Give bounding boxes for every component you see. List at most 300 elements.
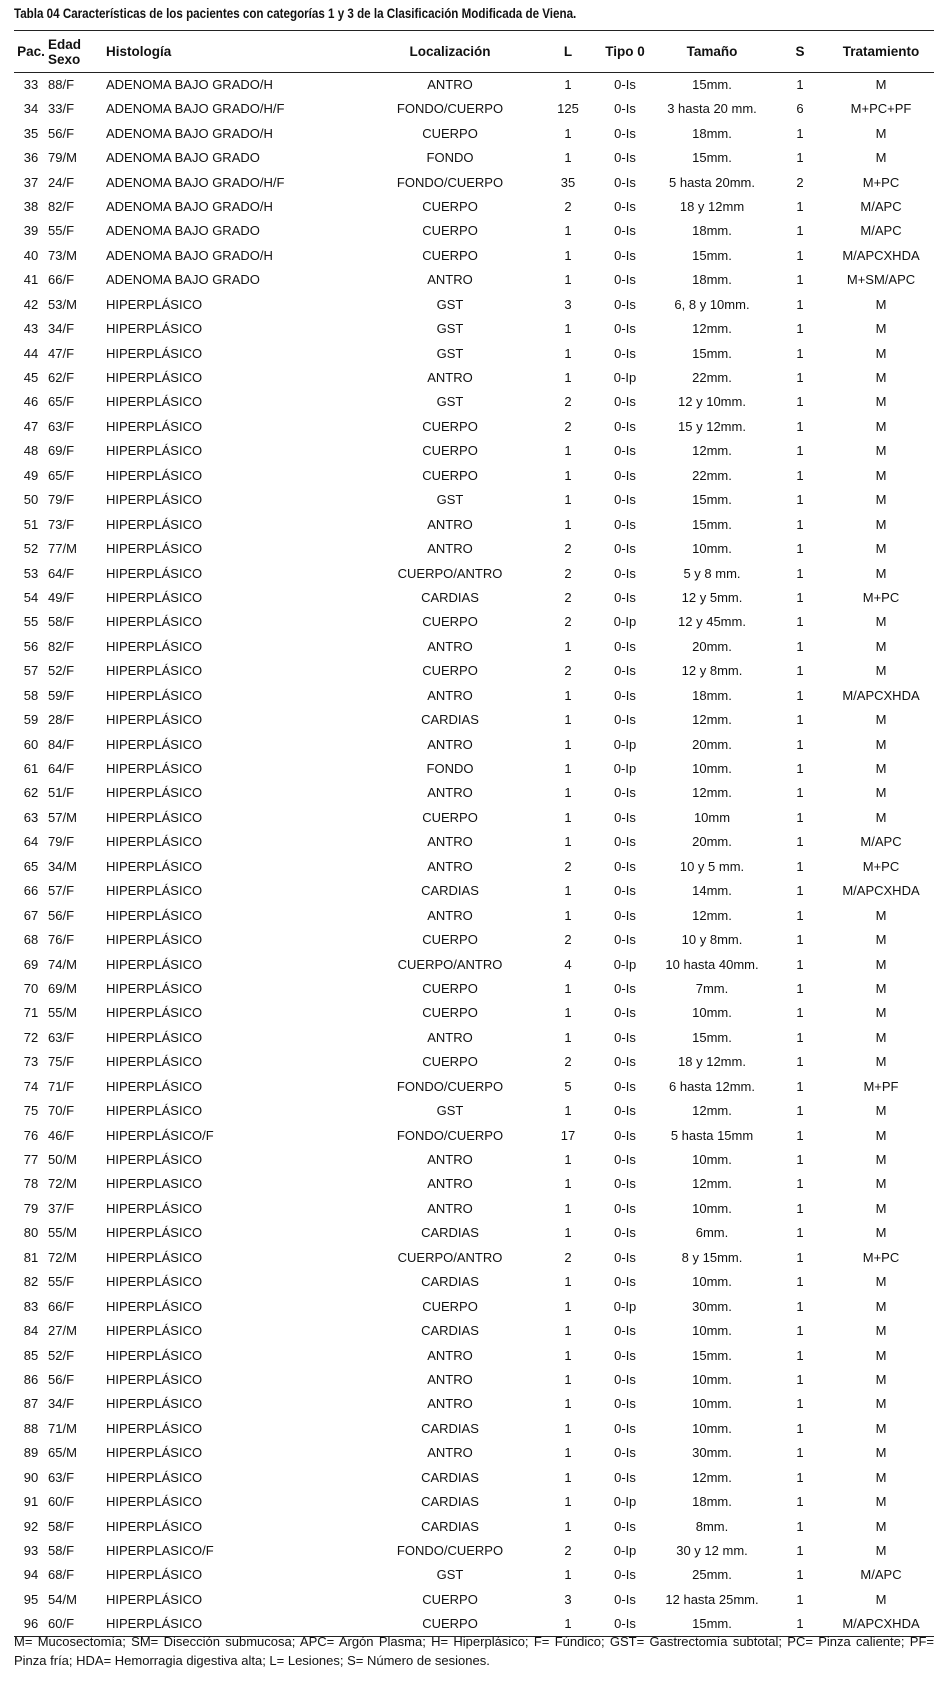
- cell-tamano: 10 y 8mm.: [681, 932, 743, 948]
- cell-tamano: 12 y 45mm.: [678, 614, 746, 630]
- cell-sesiones: 1: [796, 370, 804, 386]
- cell-tipo: 0-Is: [614, 1445, 636, 1461]
- cell-edad-sexo: 51/F: [48, 785, 75, 801]
- table-body: [14, 73, 934, 1637]
- cell-localizacion: ANTRO: [427, 77, 473, 92]
- cell-histologia: HIPERPLÁSICO: [106, 883, 203, 899]
- cell-tipo: 0-Is: [614, 296, 636, 312]
- cell-localizacion: GST: [436, 492, 464, 508]
- cell-sesiones: 1: [772, 1612, 828, 1637]
- cell-tamano: 18 y 12mm: [679, 198, 745, 214]
- cell-tipo: 0-Is: [614, 663, 636, 679]
- cell-pac: 87: [23, 1396, 39, 1412]
- table-footnote: M= Mucosectomía; SM= Disección submucosa; APC= Argón Plasma; H= Hiperplásico; F= Fúndico; GST= Gastrectomía subtotal; PC= Pinza caliente; PF= Pinza fría; HDA= Hemorragia digestiva alta; L= Lesiones; S= Número de sesiones.: [14, 1634, 934, 1668]
- cell-pac: 42: [23, 296, 39, 312]
- table-row: [14, 879, 934, 903]
- cell-pac: 45: [23, 370, 39, 386]
- cell-tipo: 0-Is: [614, 1591, 636, 1607]
- cell-pac: 51: [23, 516, 39, 532]
- cell-lesiones: 1: [564, 1005, 572, 1021]
- cell-sesiones: 1: [796, 1274, 804, 1290]
- cell-localizacion: ANTRO: [427, 785, 473, 801]
- cell-tipo: 0-Is: [614, 883, 636, 899]
- cell-tipo: 0-Is: [614, 125, 636, 141]
- cell-localizacion: ANTRO: [427, 1396, 473, 1412]
- cell-pac: 36: [23, 150, 39, 166]
- cell-localizacion: CUERPO: [362, 1612, 538, 1637]
- table-row: [14, 464, 934, 488]
- cell-edad-sexo: 65/F: [48, 394, 75, 410]
- cell-sesiones: 1: [796, 1543, 804, 1559]
- cell-localizacion: CUERPO: [422, 443, 478, 459]
- cell-pac: 39: [23, 223, 39, 239]
- cell-lesiones: 2: [564, 614, 572, 630]
- header-sexo: Sexo: [48, 51, 81, 67]
- cell-localizacion: CUERPO: [422, 467, 478, 483]
- cell-lesiones: 1: [564, 150, 572, 166]
- cell-edad-sexo: 69/M: [48, 980, 77, 996]
- table-row: [14, 219, 934, 243]
- cell-tipo: 0-Is: [614, 101, 636, 117]
- cell-tamano: 10mm.: [692, 1371, 732, 1387]
- table-row: [14, 1148, 934, 1172]
- cell-sesiones: 1: [796, 834, 804, 850]
- cell-lesiones: 1: [564, 809, 572, 825]
- cell-tipo: 0-Is: [614, 1347, 636, 1363]
- table-row: [14, 1246, 934, 1270]
- cell-edad-sexo: 55/M: [48, 1005, 77, 1021]
- header-edad: Edad: [48, 36, 82, 52]
- cell-sesiones: 1: [796, 1518, 804, 1534]
- cell-tamano: 5 hasta 15mm: [670, 1127, 754, 1143]
- cell-tamano: 15mm.: [692, 77, 732, 92]
- cell-histologia: HIPERPLÁSICO: [102, 1612, 362, 1637]
- table-row: [14, 195, 934, 219]
- cell-tratamiento: M: [875, 150, 887, 166]
- cell-edad-sexo: 34/F: [48, 1396, 75, 1412]
- cell-lesiones: 1: [564, 1298, 572, 1314]
- cell-tipo: 0-Is: [614, 565, 636, 581]
- cell-edad-sexo: 60/F: [48, 1494, 75, 1510]
- cell-tipo: 0-Is: [614, 834, 636, 850]
- cell-tratamiento: M: [875, 1152, 887, 1168]
- table-row: [14, 293, 934, 317]
- cell-tamano: 8 y 15mm.: [681, 1249, 743, 1265]
- cell-sesiones: 1: [796, 394, 804, 410]
- cell-sesiones: 1: [796, 345, 804, 361]
- cell-lesiones: 1: [564, 687, 572, 703]
- cell-localizacion: CUERPO: [422, 1298, 478, 1314]
- cell-sesiones: 1: [796, 712, 804, 728]
- cell-histologia: HIPERPLÁSICO: [106, 1591, 203, 1607]
- cell-tipo: 0-Is: [614, 272, 636, 288]
- cell-pac: 48: [23, 443, 39, 459]
- cell-sesiones: 1: [796, 247, 804, 263]
- cell-histologia: HIPERPLÁSICO: [106, 541, 203, 557]
- cell-pac: 47: [23, 418, 39, 434]
- cell-tamano: 20mm.: [692, 736, 732, 752]
- cell-tipo: 0-Ip: [613, 736, 637, 752]
- cell-pac: 69: [23, 956, 39, 972]
- cell-pac: 74: [23, 1078, 39, 1094]
- cell-histologia: HIPERPLÁSICO: [106, 589, 203, 605]
- cell-pac: 78: [23, 1176, 39, 1192]
- cell-tamano: 6 hasta 12mm.: [669, 1078, 755, 1094]
- cell-sesiones: 1: [796, 565, 804, 581]
- cell-tipo: 0-Is: [614, 1420, 636, 1436]
- table-row: [14, 415, 934, 439]
- cell-sesiones: 1: [796, 1152, 804, 1168]
- cell-histologia: HIPERPLÁSICO: [106, 638, 203, 654]
- table-row: [14, 1368, 934, 1392]
- cell-tamano: 15mm.: [692, 345, 732, 361]
- cell-tamano: 10mm.: [692, 1152, 732, 1168]
- cell-tratamiento: M/APC: [860, 834, 902, 850]
- cell-pac: 76: [23, 1127, 39, 1143]
- cell-tratamiento: M: [875, 809, 887, 825]
- cell-pac: 55: [23, 614, 39, 630]
- cell-sesiones: 1: [796, 809, 804, 825]
- cell-tratamiento: M/APCXHDA: [828, 1612, 934, 1637]
- cell-histologia: ADENOMA BAJO GRADO: [106, 150, 260, 166]
- cell-histologia: HIPERPLÁSICO: [106, 1298, 203, 1314]
- cell-localizacion: CUERPO: [422, 223, 478, 239]
- cell-sesiones: 1: [796, 1225, 804, 1241]
- cell-tipo: 0-Is: [614, 443, 636, 459]
- table-row: [14, 952, 934, 976]
- cell-edad-sexo: 55/M: [48, 1225, 77, 1241]
- cell-lesiones: 1: [564, 785, 572, 801]
- cell-histologia: HIPERPLÁSICO: [106, 1494, 203, 1510]
- cell-tratamiento: M: [875, 1103, 887, 1119]
- cell-edad-sexo: 59/F: [48, 687, 75, 703]
- table-row: [14, 170, 934, 194]
- cell-histologia: ADENOMA BAJO GRADO/H: [106, 247, 273, 263]
- table-row: [14, 1343, 934, 1367]
- cell-localizacion: FONDO/CUERPO: [396, 101, 504, 117]
- cell-histologia: ADENOMA BAJO GRADO/H/F: [106, 174, 285, 190]
- cell-tratamiento: M: [875, 638, 887, 654]
- cell-edad-sexo: 53/M: [48, 296, 77, 312]
- cell-lesiones: 1: [538, 1612, 598, 1637]
- cell-pac: 46: [23, 394, 39, 410]
- cell-lesiones: 1: [564, 1200, 572, 1216]
- cell-tamano: 12mm.: [692, 1103, 732, 1119]
- cell-tipo: 0-Ip: [613, 1543, 637, 1559]
- cell-tratamiento: M+SM/APC: [846, 272, 916, 288]
- cell-edad-sexo: 65/F: [48, 467, 75, 483]
- cell-histologia: HIPERPLÁSICO: [106, 1078, 203, 1094]
- cell-histologia: ADENOMA BAJO GRADO: [106, 272, 260, 288]
- cell-sesiones: 1: [796, 198, 804, 214]
- cell-histologia: HIPERPLÁSICO: [106, 1200, 203, 1216]
- cell-edad-sexo: 28/F: [48, 712, 75, 728]
- cell-edad-sexo: 79/M: [48, 150, 77, 166]
- cell-tratamiento: M: [875, 932, 887, 948]
- cell-pac: 70: [23, 980, 39, 996]
- cell-localizacion: ANTRO: [427, 1176, 473, 1192]
- cell-lesiones: 1: [564, 345, 572, 361]
- cell-histologia: HIPERPLASICO/F: [106, 1543, 214, 1559]
- cell-sesiones: 1: [796, 1445, 804, 1461]
- cell-sesiones: 1: [796, 736, 804, 752]
- cell-histologia: HIPERPLÁSICO: [106, 858, 203, 874]
- cell-lesiones: 1: [564, 443, 572, 459]
- cell-histologia: HIPERPLÁSICO: [106, 394, 203, 410]
- cell-sesiones: 1: [796, 1200, 804, 1216]
- cell-localizacion: CARDIAS: [421, 589, 479, 605]
- cell-sesiones: 1: [796, 1371, 804, 1387]
- cell-edad-sexo: 70/F: [48, 1103, 75, 1119]
- table-row: [14, 73, 934, 98]
- cell-tamano: 6, 8 y 10mm.: [674, 296, 750, 312]
- cell-histologia: HIPERPLÁSICO: [106, 1323, 203, 1339]
- cell-pac: 54: [23, 589, 39, 605]
- cell-lesiones: 1: [564, 467, 572, 483]
- cell-tratamiento: M: [875, 1298, 887, 1314]
- cell-localizacion: CUERPO: [422, 1005, 478, 1021]
- cell-edad-sexo: 79/F: [48, 492, 75, 508]
- table-row: [14, 781, 934, 805]
- cell-histologia: HIPERPLÁSICO: [106, 418, 203, 434]
- cell-localizacion: ANTRO: [427, 736, 473, 752]
- cell-histologia: ADENOMA BAJO GRADO/H/F: [106, 101, 285, 117]
- cell-localizacion: CARDIAS: [421, 1274, 479, 1290]
- cell-sesiones: 1: [796, 907, 804, 923]
- table-row: [14, 1490, 934, 1514]
- cell-tipo: 0-Is: [614, 394, 636, 410]
- table-row: [14, 903, 934, 927]
- cell-edad-sexo: 64/F: [48, 565, 75, 581]
- cell-sesiones: 1: [796, 1396, 804, 1412]
- cell-lesiones: 1: [564, 1567, 572, 1583]
- cell-tamano: 20mm.: [692, 834, 732, 850]
- cell-sesiones: 1: [796, 77, 804, 92]
- cell-lesiones: 1: [564, 761, 572, 777]
- cell-tratamiento: M+PC+PF: [850, 101, 912, 117]
- cell-sesiones: 2: [796, 174, 804, 190]
- table-row: [14, 1417, 934, 1441]
- cell-edad-sexo: 88/F: [48, 77, 75, 92]
- cell-localizacion: CUERPO: [422, 809, 478, 825]
- cell-lesiones: 2: [564, 1249, 572, 1265]
- cell-localizacion: GST: [436, 394, 464, 410]
- cell-histologia: HIPERPLÁSICO: [106, 712, 203, 728]
- cell-localizacion: GST: [436, 321, 464, 337]
- cell-histologia: HIPERPLÁSICO: [106, 492, 203, 508]
- cell-sesiones: 1: [796, 1005, 804, 1021]
- cell-localizacion: ANTRO: [427, 1200, 473, 1216]
- cell-sesiones: 1: [796, 418, 804, 434]
- table-row: [14, 977, 934, 1001]
- cell-tamano: 12mm.: [692, 785, 732, 801]
- cell-tratamiento: M: [875, 418, 887, 434]
- cell-tamano: 12 y 10mm.: [678, 394, 746, 410]
- cell-pac: 68: [23, 932, 39, 948]
- cell-tamano: 12 hasta 25mm.: [665, 1591, 759, 1607]
- cell-sesiones: 1: [796, 467, 804, 483]
- cell-pac: 93: [23, 1543, 39, 1559]
- cell-tamano: 10mm: [693, 809, 731, 825]
- cell-lesiones: 2: [564, 394, 572, 410]
- cell-sesiones: 1: [796, 858, 804, 874]
- cell-lesiones: 5: [564, 1078, 572, 1094]
- header-pac: Pac.: [14, 31, 48, 73]
- cell-edad-sexo: 82/F: [48, 198, 75, 214]
- table-row: [14, 1392, 934, 1416]
- table-row: [14, 732, 934, 756]
- cell-edad-sexo: 54/M: [48, 1591, 77, 1607]
- cell-tipo: 0-Is: [614, 1567, 636, 1583]
- cell-lesiones: 1: [564, 834, 572, 850]
- cell-localizacion: CUERPO/ANTRO: [397, 1249, 503, 1265]
- cell-tamano: 12 y 8mm.: [681, 663, 743, 679]
- cell-localizacion: FONDO/CUERPO: [396, 1078, 504, 1094]
- cell-pac: 37: [23, 174, 39, 190]
- cell-histologia: HIPERPLÁSICO: [106, 980, 203, 996]
- cell-tipo: 0-Is: [614, 77, 636, 92]
- cell-localizacion: GST: [436, 345, 464, 361]
- cell-lesiones: 2: [564, 932, 572, 948]
- cell-tipo: 0-Is: [614, 492, 636, 508]
- cell-localizacion: ANTRO: [427, 1152, 473, 1168]
- cell-edad-sexo: 66/F: [48, 272, 75, 288]
- cell-edad-sexo: 73/F: [48, 516, 75, 532]
- cell-sesiones: 1: [796, 1567, 804, 1583]
- cell-pac: 35: [23, 125, 39, 141]
- cell-tratamiento: M: [875, 663, 887, 679]
- cell-histologia: HIPERPLÁSICO: [106, 1445, 203, 1461]
- cell-localizacion: CUERPO: [422, 980, 478, 996]
- cell-localizacion: CUERPO: [422, 663, 478, 679]
- cell-histologia: HIPERPLÁSICO: [106, 1005, 203, 1021]
- cell-tamano: 30mm.: [692, 1298, 732, 1314]
- cell-lesiones: 1: [564, 1420, 572, 1436]
- cell-tamano: 10mm.: [692, 1005, 732, 1021]
- cell-tamano: 15 y 12mm.: [678, 418, 746, 434]
- cell-pac: 72: [23, 1029, 39, 1045]
- cell-localizacion: CUERPO: [422, 125, 478, 141]
- cell-lesiones: 1: [564, 1103, 572, 1119]
- table-row: [14, 1563, 934, 1587]
- cell-edad-sexo: 55/F: [48, 223, 75, 239]
- cell-localizacion: ANTRO: [427, 638, 473, 654]
- table-row: [14, 830, 934, 854]
- cell-sesiones: 1: [796, 761, 804, 777]
- cell-edad-sexo: 33/F: [48, 101, 75, 117]
- table-row: [14, 146, 934, 170]
- cell-lesiones: 1: [564, 247, 572, 263]
- table-row: [14, 1441, 934, 1465]
- cell-histologia: ADENOMA BAJO GRADO/H: [106, 125, 273, 141]
- cell-histologia: HIPERPLÁSICO: [106, 321, 203, 337]
- cell-localizacion: ANTRO: [427, 1029, 473, 1045]
- cell-tamano: 12 y 5mm.: [681, 589, 743, 605]
- cell-tamano: 15mm.: [692, 247, 732, 263]
- table-row: [14, 855, 934, 879]
- cell-tratamiento: M/APC: [860, 223, 902, 239]
- cell-pac: 71: [23, 1005, 39, 1021]
- cell-tratamiento: M: [875, 956, 887, 972]
- cell-tratamiento: M: [875, 907, 887, 923]
- cell-tratamiento: M: [875, 1200, 887, 1216]
- cell-tipo: 0-Is: [614, 932, 636, 948]
- table-row: [14, 317, 934, 341]
- cell-edad-sexo: 77/M: [48, 541, 77, 557]
- cell-histologia: HIPERPLASICO: [106, 1176, 203, 1192]
- cell-pac: 66: [23, 883, 39, 899]
- cell-sesiones: 1: [796, 1323, 804, 1339]
- cell-sesiones: 1: [796, 223, 804, 239]
- cell-lesiones: 1: [564, 492, 572, 508]
- cell-edad-sexo: 27/M: [48, 1323, 77, 1339]
- cell-lesiones: 2: [564, 663, 572, 679]
- cell-sesiones: 1: [796, 883, 804, 899]
- cell-tamano: 10 y 5 mm.: [679, 858, 745, 874]
- cell-tipo: 0-Is: [614, 1323, 636, 1339]
- cell-tamano: 20mm.: [692, 638, 732, 654]
- cell-tratamiento: M: [875, 1591, 887, 1607]
- cell-pac: 82: [23, 1274, 39, 1290]
- cell-pac: 57: [23, 663, 39, 679]
- cell-localizacion: CARDIAS: [421, 1518, 479, 1534]
- table-row: [14, 121, 934, 145]
- cell-tratamiento: M: [875, 712, 887, 728]
- cell-edad-sexo: 58/F: [48, 614, 75, 630]
- cell-tamano: 6mm.: [695, 1225, 729, 1241]
- cell-tratamiento: M: [875, 1518, 887, 1534]
- cell-edad-sexo: 76/F: [48, 932, 75, 948]
- cell-tamano: 10mm.: [692, 541, 732, 557]
- cell-sesiones: 1: [796, 1078, 804, 1094]
- cell-tipo: 0-Is: [614, 418, 636, 434]
- cell-pac: 33: [23, 77, 39, 92]
- cell-pac: 58: [23, 687, 39, 703]
- cell-tratamiento: M: [875, 761, 887, 777]
- cell-lesiones: 2: [564, 198, 572, 214]
- cell-tipo: 0-Is: [614, 785, 636, 801]
- cell-localizacion: CARDIAS: [421, 1323, 479, 1339]
- cell-tipo: 0-Ip: [613, 1494, 637, 1510]
- cell-tratamiento: M: [875, 516, 887, 532]
- cell-pac: 89: [23, 1445, 39, 1461]
- cell-tamano: 12mm.: [692, 1469, 732, 1485]
- cell-histologia: HIPERPLÁSICO: [106, 1249, 203, 1265]
- cell-tamano: 10mm.: [692, 1200, 732, 1216]
- cell-localizacion: ANTRO: [427, 834, 473, 850]
- cell-tratamiento: M/APCXHDA: [842, 687, 920, 703]
- cell-tratamiento: M+PC: [862, 589, 900, 605]
- cell-sesiones: 1: [796, 663, 804, 679]
- cell-lesiones: 1: [564, 712, 572, 728]
- cell-pac: 38: [23, 198, 39, 214]
- cell-tratamiento: M+PF: [863, 1078, 899, 1094]
- cell-histologia: HIPERPLÁSICO: [106, 663, 203, 679]
- cell-tratamiento: M: [875, 125, 887, 141]
- cell-tipo: 0-Is: [614, 1078, 636, 1094]
- cell-lesiones: 1: [564, 980, 572, 996]
- cell-sesiones: 1: [796, 1176, 804, 1192]
- cell-histologia: HIPERPLÁSICO/F: [106, 1127, 214, 1143]
- cell-lesiones: 1: [564, 223, 572, 239]
- cell-lesiones: 1: [564, 1396, 572, 1412]
- cell-tipo: 0-Is: [614, 150, 636, 166]
- cell-lesiones: 1: [564, 1347, 572, 1363]
- cell-tipo: 0-Is: [614, 809, 636, 825]
- header-histologia: Histología: [102, 31, 362, 73]
- cell-tipo: 0-Is: [614, 1054, 636, 1070]
- table-row: [14, 366, 934, 390]
